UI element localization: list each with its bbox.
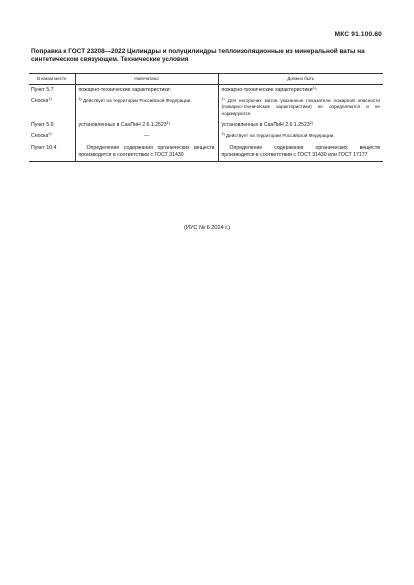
footnote-marker: 1) [78,97,82,102]
place-text: Пункт 5.9 [31,121,54,128]
table-row [29,131,383,143]
footnote-marker: 2) [48,132,52,137]
document-classifier: МКС 91.100.60 [334,31,382,38]
row-printed [75,143,218,162]
column-header-printed: Напечатано [75,74,218,85]
table-row [29,120,383,132]
footnote-marker: 1) [48,97,52,102]
row-correct [218,131,383,143]
place-text: Сноска [31,133,49,140]
column-header-place: В каком месте [29,74,75,85]
correct-tail: : [315,86,318,93]
correct-text: Определение содержания органических веществ производится в соответствии с ГОСТ 31430 или ГОСТ 17177 [221,144,380,158]
issue-reference: (ИУС № 6 2024 г.) [183,225,231,231]
document-title: Поправка к ГОСТ 23208—2022 Цилиндры и полуцилиндры теплоизоляционные из минеральной ваты на синтетическом связующем. Технические условия [31,48,365,64]
table-row [29,143,383,162]
footnote-marker: 2) [221,132,225,137]
printed-text: пожарно-технические характеристики: [78,86,171,93]
correct-text: Для негорючих матов указанные показатели пожарной опасности (пожарно-технические характеристики) не определяются и не нормируются. [221,98,380,116]
table-header-row [29,74,383,85]
place-text: Сноска [31,98,49,105]
printed-dash: — [143,133,150,140]
place-text: Пункт 10.4 [31,144,57,151]
table-row [29,96,383,120]
row-place [29,131,75,143]
row-correct [218,96,383,120]
row-printed [75,120,218,132]
correct-text: установленных в СанПиН 2.6.1.2523 [221,121,310,128]
row-correct [218,143,383,162]
row-place [29,120,75,132]
footnote-marker: 1) [166,120,170,125]
row-printed [75,96,218,120]
row-place [29,84,75,96]
correct-text: пожарно-технические характеристики [221,86,313,93]
footnote-marker: 1) [312,85,316,90]
column-header-correct: Должно быть [218,74,383,85]
place-text: Пункт 5.7 [31,86,54,93]
row-correct [218,84,383,96]
printed-text: Определение содержания органических веществ производится в соответствии с ГОСТ 31430 [78,144,215,158]
footnote-marker: 2) [309,120,313,125]
table-row [29,84,383,96]
row-printed [75,84,218,96]
printed-text: установленных в СанПиН 2.6.1.2523 [78,121,167,128]
amendment-table [29,73,383,162]
printed-text: Действует на территории Российской Федерации. [81,98,192,104]
row-printed [75,131,218,143]
correct-text: Действует на территории Российской Федерации. [224,133,335,139]
footnote-marker: 1) [221,97,225,102]
row-correct [218,120,383,132]
row-place [29,96,75,120]
row-place [29,143,75,162]
